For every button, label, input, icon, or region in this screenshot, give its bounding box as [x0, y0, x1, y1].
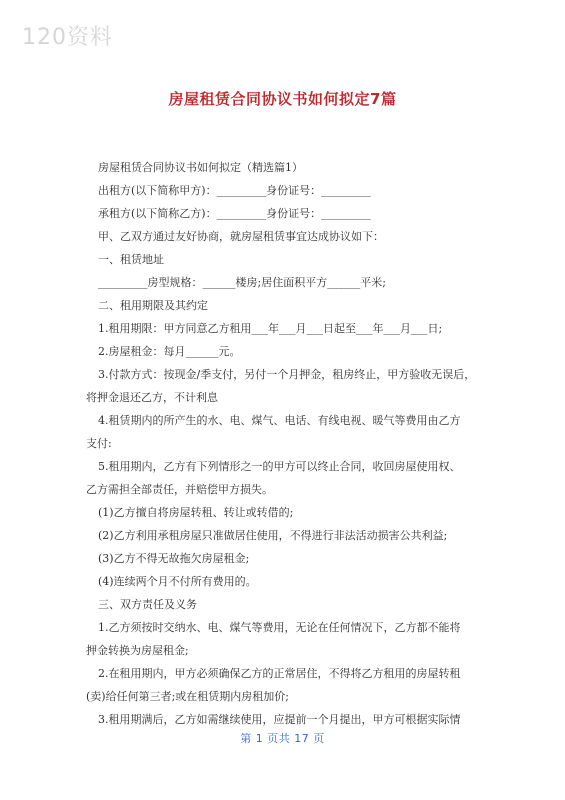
- paragraph-line: 2.房屋租金：每月______元。: [98, 345, 241, 358]
- page-number: 第 1 页共 17 页: [240, 732, 325, 745]
- paragraph-line: 1.租用期限：甲方同意乙方租用___年___月___日起至___年___月___日;: [98, 322, 443, 335]
- paragraph-line: 将押金退还乙方，不计利息: [86, 391, 218, 404]
- section-heading: 三、双方责任及义务: [98, 598, 197, 611]
- paragraph-line: 3.付款方式：按现金/季支付，另付一个月押金，租房终止，甲方验收无误后，: [98, 368, 476, 381]
- paragraph-line: 乙方需担全部责任，并赔偿甲方损失。: [86, 483, 273, 496]
- paragraph-line: 甲、乙双方通过友好协商，就房屋租赁事宜达成协议如下：: [98, 230, 384, 243]
- watermark-logo: 120资料: [22, 25, 113, 50]
- document-title: 房屋租赁合同协议书如何拟定7篇: [168, 90, 397, 108]
- paragraph-line: 2.在租用期内，甲方必须确保乙方的正常居住，不得将乙方租用的房屋转租: [98, 667, 461, 680]
- section-heading: 一、租赁地址: [98, 253, 164, 266]
- paragraph-line: (1)乙方擅自将房屋转租、转让或转借的;: [98, 506, 294, 519]
- paragraph-line: 房屋租赁合同协议书如何拟定（精选篇1）: [98, 161, 303, 174]
- paragraph-line: 承租方(以下简称乙方)：_________身份证号：_________: [98, 207, 371, 220]
- paragraph-line: 出租方(以下简称甲方)：_________身份证号：_________: [98, 184, 371, 197]
- paragraph-line: 4.租赁期内的所产生的水、电、煤气、电话、有线电视、暖气等费用由乙方: [98, 414, 461, 427]
- paragraph-line: 支付:: [86, 437, 112, 450]
- paragraph-line: 1.乙方须按时交纳水、电、煤气等费用，无论在任何情况下，乙方都不能将: [98, 621, 461, 634]
- paragraph-line: 3.租用期满后，乙方如需继续使用，应提前一个月提出，甲方可根据实际情: [98, 713, 461, 726]
- paragraph-line: (3)乙方不得无故拖欠房屋租金;: [98, 552, 250, 565]
- paragraph-line: (卖)给任何第三者;或在租赁期内房租加价;: [86, 690, 289, 703]
- paragraph-line: (4)连续两个月不付所有费用的。: [98, 575, 257, 588]
- section-heading: 二、租用期限及其约定: [98, 299, 208, 312]
- paragraph-line: 押金转换为房屋租金;: [86, 644, 189, 657]
- paragraph-line: (2)乙方利用承租房屋只准做居住使用，不得进行非法活动损害公共利益;: [98, 529, 448, 542]
- paragraph-line: 5.租用期内，乙方有下列情形之一的甲方可以终止合同，收回房屋使用权、: [98, 460, 461, 473]
- paragraph-line: _________房型规格：______楼房;居住面积平方______平米;: [98, 276, 386, 289]
